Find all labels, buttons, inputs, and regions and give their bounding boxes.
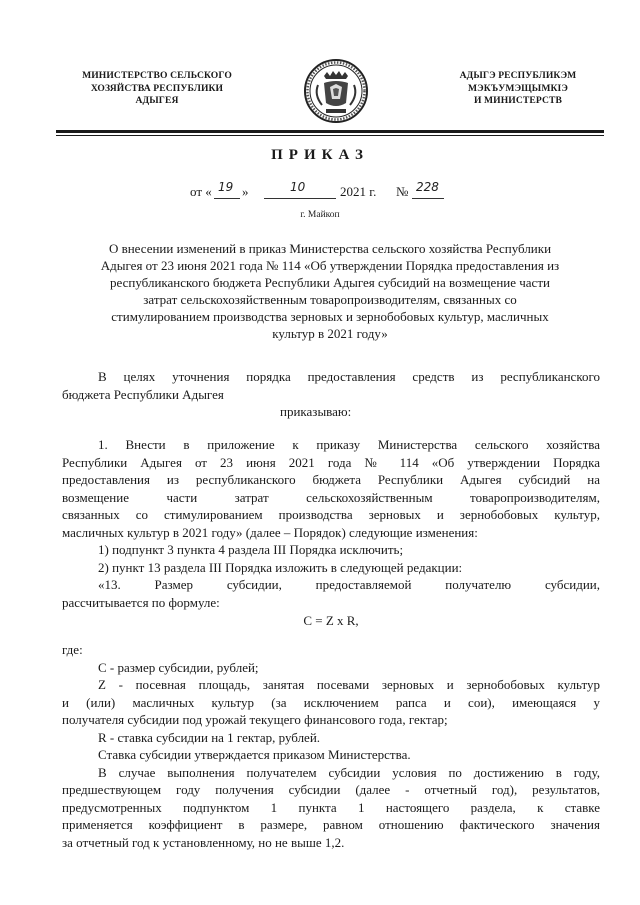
sub-item-1: 1) подпункт 3 пункта 4 раздела III Порядка исключить;: [98, 542, 404, 557]
coefficient-paragraph-line: предшествующем году получения субсидии (далее - отчетный год), результатов,: [62, 782, 600, 797]
subject-line: О внесении изменений в приказ Министерства сельского хозяйства Республики: [108, 241, 552, 256]
date-mid: »: [242, 184, 249, 199]
item-1-line: связанных со стимулированием производства зерновых и зернобобовых культур,: [62, 507, 600, 522]
order-number: 228: [416, 180, 439, 194]
item-1: [62, 436, 600, 630]
order-word: приказываю:: [280, 404, 352, 419]
subject-line: стимулированием производства зерновых и зернобобовых культур, масличных: [111, 309, 549, 324]
ministry-name-line: АДЫГЭ РЕСПУБЛИКЭМ: [459, 70, 577, 81]
definition-z-line: Z - посевная площадь, занятая посевами зерновых и зернобобовых культур: [98, 677, 600, 692]
date-day: 19: [218, 180, 234, 194]
ministry-name-line: АДЫГЕЯ: [135, 95, 179, 106]
date-prefix: от «: [190, 184, 212, 199]
header-divider-thin: [56, 135, 604, 136]
item-1-line: Республики Адыгея от 23 июня 2021 года № 114 «Об утверждении Порядка: [62, 454, 600, 470]
coefficient-paragraph-line: применяется коэффициент в размере, равном отношению фактического значения: [62, 817, 600, 832]
ministry-name-line: И МИНИСТЕРСТВ: [473, 95, 563, 106]
item-1-line: масличных культур в 2021 году» (далее – Порядок) следующие изменения:: [62, 524, 478, 540]
point-13-line: рассчитывается по формуле:: [62, 594, 220, 610]
subject-line: культур в 2021 году»: [272, 326, 388, 341]
sub-item-2: 2) пункт 13 раздела III Порядка изложить в следующей редакции:: [98, 559, 463, 575]
date-number-line: [178, 180, 478, 204]
ministry-name-russian: [72, 70, 242, 108]
order-subject: [60, 240, 600, 342]
definition-r: R - ставка субсидии на 1 гектар, рублей.: [98, 729, 321, 745]
date-month: 10: [290, 180, 306, 194]
ministry-name-line: МЭКЪУМЭЩЫМКIЭ: [468, 82, 568, 94]
subject-line: республиканского бюджета Республики Адыгея субсидий на возмещение части: [110, 275, 550, 290]
item-1-line: 1. Внести в приложение к приказу Министерства сельского хозяйства: [98, 437, 600, 452]
definition-z-line: получателя субсидии под урожай текущего финансового года, гектар;: [62, 712, 448, 727]
number-sign: №: [396, 184, 409, 199]
coefficient-paragraph-line: за отчетный год к установленному, но не выше 1,2.: [62, 834, 345, 850]
item-1-line: возмещение части затрат сельскохозяйственным товаропроизводителям,: [62, 489, 600, 505]
day-underline: [214, 198, 240, 199]
subject-line: затрат сельскохозяйственным товаропроизводителям, связанных со: [143, 292, 517, 307]
adygea-coat-of-arms-icon: [302, 57, 370, 125]
document-title: ПРИКАЗ: [271, 147, 369, 163]
city-label: г. Майкоп: [300, 210, 340, 220]
coefficient-paragraph-line: В случае выполнения получателем субсидии условия по достижению в году,: [98, 764, 600, 780]
ministry-name-line: МИНИСТЕРСТВО СЕЛЬСКОГО: [82, 70, 232, 81]
coefficient-paragraph-line: предусмотренных подпунктом 1 пункта 1 настоящего раздела, к ставке: [62, 799, 600, 815]
preamble-line: бюджета Республики Адыгея: [62, 386, 224, 402]
date-year: 2021 г.: [340, 184, 377, 199]
preamble: [62, 368, 600, 421]
item-1-line: предоставления из республиканского бюджета Республики Адыгея субсидий на: [62, 472, 600, 487]
number-underline: [412, 198, 444, 199]
preamble-line: В целях уточнения порядка предоставления средств из республиканского: [98, 369, 600, 384]
rate-approval-text: Ставка субсидии утверждается приказом Министерства.: [98, 747, 411, 762]
subject-line: Адыгея от 23 июня 2021 года № 114 «Об утверждении Порядка предоставления из: [100, 258, 560, 273]
point-13-line: «13. Размер субсидии, предоставляемой получателю субсидии,: [98, 577, 600, 592]
definition-z-line: и (или) масличных культур (за исключением рапса и сои), имеющаяся у: [62, 694, 600, 710]
definition-c: C - размер субсидии, рублей;: [98, 659, 259, 675]
formula: C = Z x R,: [303, 613, 359, 628]
month-underline: [264, 198, 336, 199]
definitions: [62, 641, 600, 851]
where-label: где:: [62, 642, 83, 657]
ministry-name-line: ХОЗЯЙСТВА РЕСПУБЛИКИ: [90, 82, 224, 94]
ministry-name-adyghe: [448, 70, 588, 108]
header-divider-thick: [56, 130, 604, 133]
